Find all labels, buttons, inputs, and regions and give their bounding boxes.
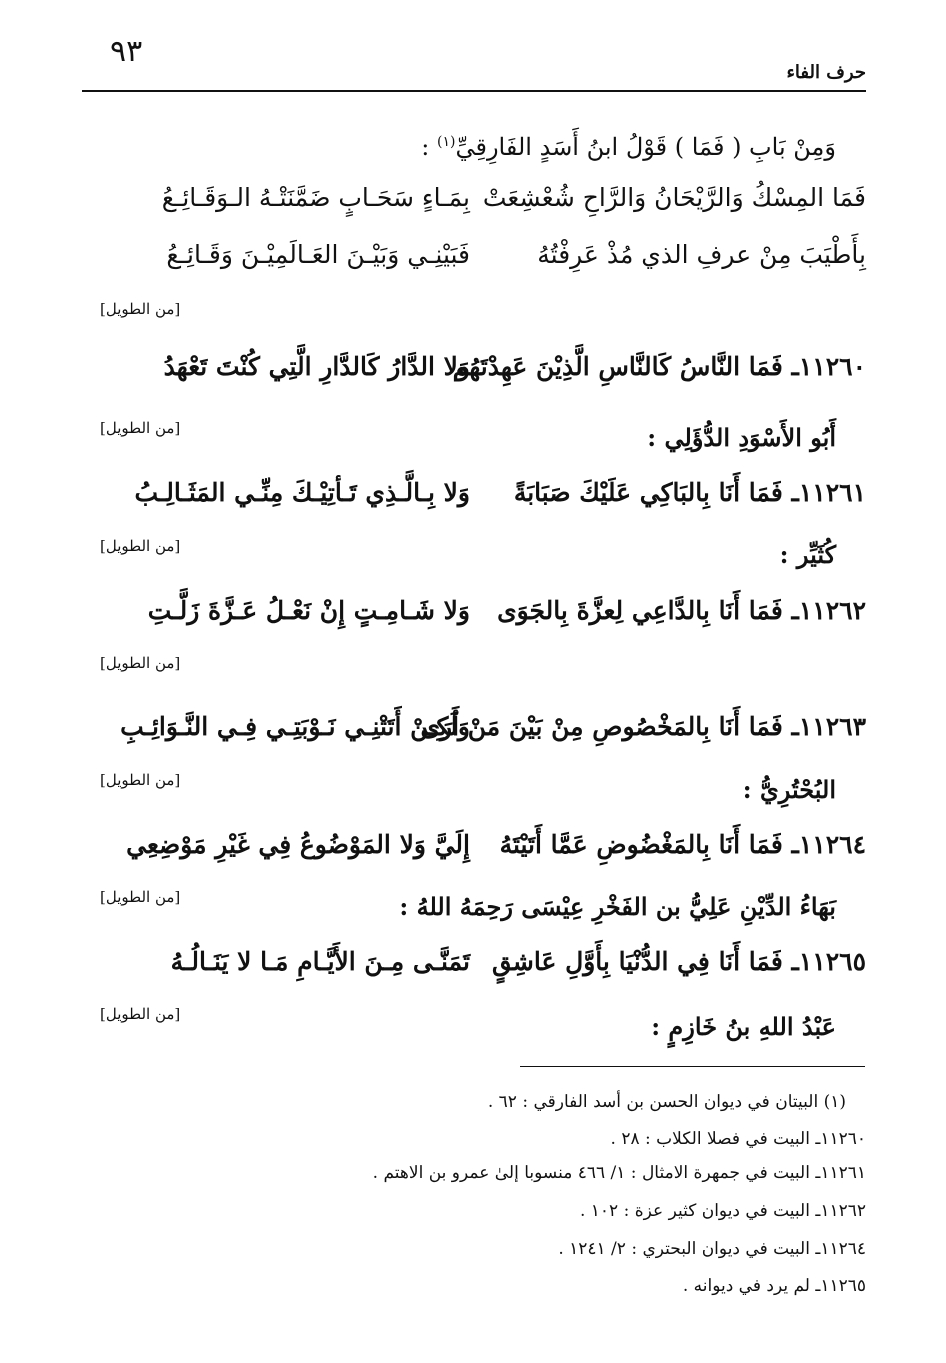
- intro-line: [421, 133, 836, 161]
- footnote-11265: ١١٢٦٥ـ لم يرد في ديوانه .: [682, 1276, 866, 1296]
- intro-verse-1-left: بِمَـاءٍ سَحَـابٍ ضَمَّنَتْـهُ الـوَقَـائِـعُ: [161, 183, 470, 212]
- verse-number: ١١٢٦٣: [798, 712, 866, 741]
- intro-tail: :: [421, 133, 437, 161]
- verse-11260-left: وَلا الدَّارُ كَالدَّارِ الَّتِي كُنْتَ تَعْهَدُ: [163, 352, 470, 381]
- verse-11264-left: إِلَيَّ وَلا المَوْضُوعُ فِي غَيْرِ مَوْضِعِي: [126, 830, 470, 859]
- intro-verse-2-right: بِأَطْيَبَ مِنْ عرفِ الذي مُذْ عَرِفْتُهُ: [537, 240, 866, 269]
- verse-text: فَمَا أَنَا بِالمَخْصُوصِ مِنْ بَيْنَ مَنْ أَرَى: [420, 712, 783, 741]
- verse-11265-right: ١١٢٦٥ـ فَمَا أَنَا فِي الدُّنْيَا بِأَوَّلِ عَاشِقٍ: [492, 947, 866, 976]
- footnote-divider: [520, 1066, 865, 1067]
- verse-number: ١١٢٦٢: [798, 596, 866, 625]
- meter-label: [من الطويل]: [100, 771, 181, 789]
- intro-verse-1-right: فَمَا المِسْكُ وَالرَّيْحَانُ وَالرَّاحِ شُعْشِعَتْ: [482, 183, 866, 212]
- meter-label: [من الطويل]: [100, 537, 181, 555]
- verse-11262-right: ١١٢٦٢ـ فَمَا أَنَا بِالدَّاعِي لِعزَّةَ بِالجَوَى: [497, 596, 866, 625]
- verse-number: ١١٢٦٥: [798, 947, 866, 976]
- intro-text: وَمِنْ بَابِ ( فَمَا ) قَوْلُ ابنُ أَسَدٍ الفَارِقِيِّ: [455, 133, 836, 161]
- verse-11262-left: وَلا شَـامِـتٍ إِنْ نَعْـلُ عَـزَّةَ زَلَّـتِ: [147, 596, 470, 625]
- verse-text: فَمَا أَنَا فِي الدُّنْيَا بِأَوَّلِ عَاشِقٍ: [492, 947, 783, 976]
- meter-label: [من الطويل]: [100, 1005, 181, 1023]
- footnote-1: (١) البيتان في ديوان الحسن بن أسد الفارقي : ٦٢ .: [487, 1092, 846, 1112]
- poet-name: أَبُو الأَسْوَدِ الدُّؤَلِي :: [647, 423, 836, 452]
- poet-name: البُحْتُرِيُّ :: [742, 775, 836, 804]
- verse-11265-left: تَمَنَّـى مِـنَ الأَيَّـامِ مَـا لا يَنَـالُـهُ: [170, 947, 470, 976]
- meter-label: [من الطويل]: [100, 888, 181, 906]
- intro-verse-2-left: فَبَيْنِـي وَبَيْـنَ العَـالَمِيْـنَ وَقَـائِـعُ: [166, 240, 470, 269]
- meter-label: [من الطويل]: [100, 419, 181, 437]
- footnote-11262: ١١٢٦٢ـ البيت في ديوان كثير عزة : ١٠٢ .: [579, 1201, 866, 1221]
- poet-name: بَهَاءُ الدِّيْنِ عَلِيُّ بن الفَخْرِ عِيْسَى رَحِمَهُ اللهُ :: [399, 892, 836, 921]
- footnote-11264: ١١٢٦٤ـ البيت في ديوان البحتري : ٢/ ١٢٤١ .: [558, 1239, 866, 1259]
- page-number: ٩٣: [110, 34, 143, 69]
- verse-11263-right: ١١٢٦٣ـ فَمَا أَنَا بِالمَخْصُوصِ مِنْ بَيْنَ مَنْ أَرَى: [420, 712, 866, 741]
- verse-text: فَمَا أَنَا بِالبَاكِي عَلَيْكَ صَبَابَةً: [513, 478, 783, 507]
- verse-text: فَمَا أَنَا بِالمَغْضُوضِ عَمَّا أَتَيْتَهُ: [499, 830, 783, 859]
- verse-number: ١١٢٦٠: [798, 352, 866, 381]
- verse-number: ١١٢٦٤: [798, 830, 866, 859]
- verse-text: فَمَا أَنَا بِالدَّاعِي لِعزَّةَ بِالجَوَى: [497, 596, 783, 625]
- poet-name: كُثَيِّر :: [779, 540, 836, 569]
- header-divider: [82, 90, 866, 92]
- verse-11263-left: وَلَكِـنْ أَتَتْنِـي نَـوْبَتِـي فِـي النَّـوَائِـبِ: [120, 712, 470, 741]
- verse-text: فَمَا النَّاسُ كَالنَّاسِ الَّذِيْنَ عَهِدْتَهُم: [452, 352, 783, 381]
- verse-11260-right: ١١٢٦٠ـ فَمَا النَّاسُ كَالنَّاسِ الَّذِيْنَ عَهِدْتَهُم: [452, 352, 866, 381]
- poet-name: عَبْدُ اللهِ بنُ خَازِمٍ :: [651, 1012, 836, 1041]
- chapter-title: حرف الفاء: [786, 62, 866, 83]
- footnote-11261: ١١٢٦١ـ البيت في جمهرة الامثال : ١/ ٤٦٦ منسوبا إلىٰ عمرو بن الاهتم .: [372, 1163, 866, 1183]
- verse-11264-right: ١١٢٦٤ـ فَمَا أَنَا بِالمَغْضُوضِ عَمَّا أَتَيْتَهُ: [499, 830, 866, 859]
- meter-label: [من الطويل]: [100, 300, 181, 318]
- verse-number: ١١٢٦١: [798, 478, 866, 507]
- footnote-mark: (١): [437, 134, 456, 150]
- verse-11261-right: ١١٢٦١ـ فَمَا أَنَا بِالبَاكِي عَلَيْكَ صَبَابَةً: [513, 478, 866, 507]
- meter-label: [من الطويل]: [100, 654, 181, 672]
- footnote-11260: ١١٢٦٠ـ البيت في فصلا الكلاب : ٢٨ .: [610, 1129, 866, 1149]
- verse-11261-left: وَلا بِـالَّـذِي تَـأتِيْـكَ مِنِّـي المَثَـالِـبُ: [134, 478, 470, 507]
